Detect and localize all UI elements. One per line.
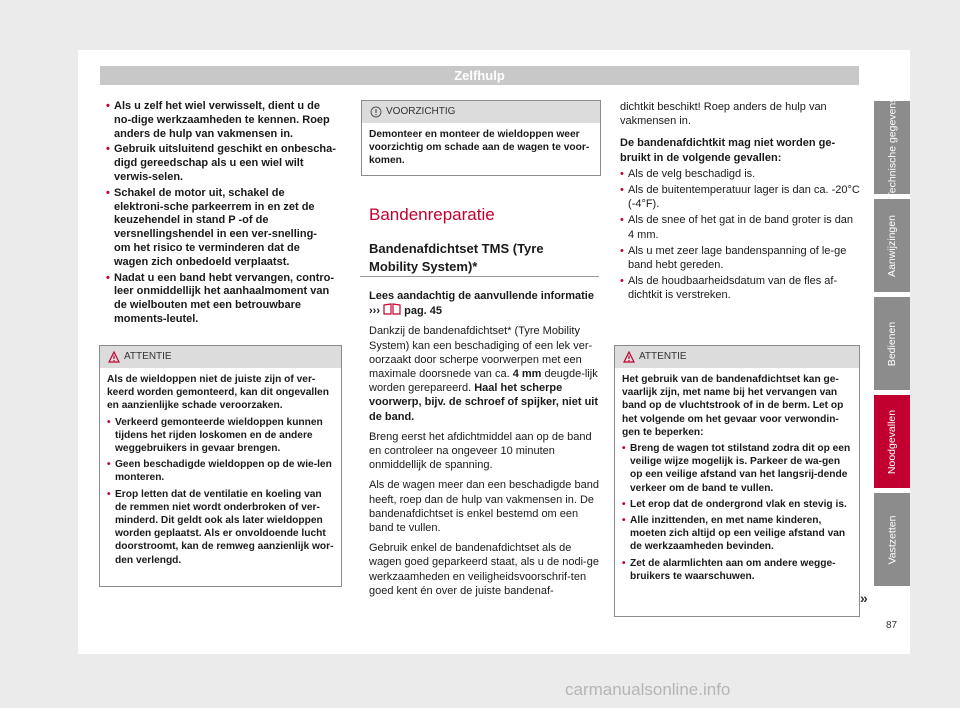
divider xyxy=(360,276,599,277)
reference-arrows: ››› xyxy=(369,305,380,318)
text-run-bold: Haal het scherpe voorwerp, bijv. de schroef of spijker, niet uit de band. xyxy=(369,382,599,423)
list-item: • Zet de alarmlichten aan om andere wegge-bruikers te waarschuwen. xyxy=(622,557,852,583)
attention-label: ATTENTIE xyxy=(124,351,172,362)
section-title: Bandenreparatie xyxy=(369,205,495,224)
list-item: • Alle inzittenden, en met name kinderen, moeten zich altijd op een veilige afstand van de werkzaamheden bevinden. xyxy=(622,514,852,554)
tab-label: Technische gegevens xyxy=(886,97,898,198)
reference-line xyxy=(369,289,600,318)
list-item: • Verkeerd gemonteerde wieldoppen kunnen tijdens het rijden loskomen en de andere weggebruikers in gevaar brengen. xyxy=(107,416,334,456)
caution-text: Demonteer en monteer de wieldoppen weer voorzichtig om schade aan de wagen te voor-komen. xyxy=(369,129,590,167)
reference-page[interactable]: pag. 45 xyxy=(404,305,443,318)
paragraph: Als de wagen meer dan een beschadigde band heeft, roep dan de hulp van vakmensen in. De bandenafdichtset is enkel bestemd om een band te vullen. xyxy=(369,479,599,535)
attention-intro: Het gebruik van de bandenafdichtset kan ge-vaarlijk zijn, met name bij het vervangen van band op de vluchtstrook of in de berm. Let op het volgende om het gevaar voor verwondin-gen te beperken: xyxy=(622,374,844,438)
tab-label: Aanwijzingen xyxy=(886,214,898,277)
caution-label: VOORZICHTIG xyxy=(386,106,456,117)
warning-icon xyxy=(623,351,635,363)
paragraph: Gebruik enkel de bandenafdichtset als de wagen goed geparkeerd staat, als u de nodi-ge werkzaamheden en veiligheidsvoorschrif-ten goed kent én over de juiste bandenaf- xyxy=(369,542,599,597)
list-item: • Let erop dat de ondergrond vlak en stevig is. xyxy=(622,498,852,511)
list-item: • Erop letten dat de ventilatie en koeling van de remmen niet wordt onderbroken of ver-minderd. Dit geldt ook als later wieldoppen worden geplaatst. Als er onvoldoende lucht doorstroomt, kan de remweg aanzienlijk wor-den verlengd. xyxy=(107,488,334,567)
list-item: • Breng de wagen tot stilstand zodra dit op een veilige wijze mogelijk is. Parkeer de wa-gen op een veilige afstand van het langsrij-dende verkeer om de band te vullen. xyxy=(622,442,852,495)
list-item: • Als u zelf het wiel verwisselt, dient u de no-dige werkzaamheden te kennen. Roep anders de hulp van vakmensen in. xyxy=(106,100,336,141)
info-icon xyxy=(370,106,382,118)
attention-box xyxy=(99,345,342,587)
tab-noodgevallen[interactable] xyxy=(874,395,910,488)
list-heading: De bandenafdichtkit mag niet worden ge-bruikt in de volgende gevallen: xyxy=(620,137,836,164)
warning-icon xyxy=(108,351,120,363)
text-run: deugde-lijk worden gerepareerd. xyxy=(369,368,598,395)
page-header: Zelfhulp xyxy=(100,66,859,85)
paragraph: Breng eerst het afdichtmiddel aan op de band en controleer na ongeveer 10 minuten onmiddellijk de spanning. xyxy=(369,430,592,472)
tab-bedienen[interactable] xyxy=(874,297,910,390)
tab-aanwijzingen[interactable] xyxy=(874,199,910,292)
book-icon xyxy=(383,303,401,315)
tab-technische-gegevens[interactable] xyxy=(874,97,910,198)
attention-box xyxy=(614,345,860,617)
attention-box-header xyxy=(100,346,341,368)
watermark: carmanualsonline.info xyxy=(565,680,731,699)
main-text xyxy=(369,289,600,604)
caution-box-header xyxy=(362,101,600,123)
list-item: • Als de buitentemperatuur lager is dan ca. -20°C (-4°F). xyxy=(620,183,860,211)
tab-vastzetten[interactable] xyxy=(874,493,910,586)
subsection-title: Bandenafdichtset TMS (Tyre Mobility System)* xyxy=(369,241,544,274)
text-run-bold: 4 mm xyxy=(512,368,542,381)
list-item: • Nadat u een band hebt vervangen, contro-leer onmiddellijk het aanhaalmoment van de wielbouten met een betrouwbare moments-leutel. xyxy=(106,272,336,327)
tab-label: Bedienen xyxy=(886,321,898,366)
right-column xyxy=(620,100,860,303)
list-item: • Geen beschadigde wieldoppen op de wie-len monteren. xyxy=(107,458,334,484)
attention-intro: Als de wieldoppen niet de juiste zijn of ver-keerd worden gemonteerd, kan dit ongevallen en aanzienlijke schade veroorzaken. xyxy=(107,374,329,412)
list-item: • Als de houdbaarheidsdatum van de fles af-dichtkit is verstreken. xyxy=(620,274,860,302)
tab-label: Vastzetten xyxy=(886,515,898,564)
text-run: Dankzij de bandenafdichtset* (Tyre Mobility System) kan een beschadiging of een lek ver-oorzaakt door scherpe voorwerpen met een maximale doorsnede van ca. xyxy=(369,325,593,381)
page-number: 87 xyxy=(886,620,898,631)
attention-box-header xyxy=(615,346,859,368)
paragraph: dichtkit beschikt! Roep anders de hulp van vakmensen in. xyxy=(620,101,827,128)
caution-box xyxy=(361,100,601,176)
paragraph xyxy=(369,324,600,423)
reference-intro: Lees aandachtig de aanvullende informatie xyxy=(369,290,594,302)
list-item: • Als u met zeer lage bandenspanning of le-ge band hebt gereden. xyxy=(620,244,860,272)
attention-label: ATTENTIE xyxy=(639,351,687,362)
continue-mark: » xyxy=(860,590,868,606)
list-item: • Als de snee of het gat in de band groter is dan 4 mm. xyxy=(620,213,860,241)
left-column xyxy=(106,100,336,327)
list-item: • Schakel de motor uit, schakel de elektroni-sche parkeerrem in en zet de keuzehendel in stand P -of de versnellingshendel in een ver-snelling- om het risico te verminderen dat de wagen zich onbedoeld verplaatst. xyxy=(106,187,336,270)
tab-label: Noodgevallen xyxy=(886,409,898,474)
list-item: • Als de velg beschadigd is. xyxy=(620,167,860,181)
list-item: • Gebruik uitsluitend geschikt en onbescha-digd gereedschap als u een wiel wilt verwis-selen. xyxy=(106,143,336,184)
